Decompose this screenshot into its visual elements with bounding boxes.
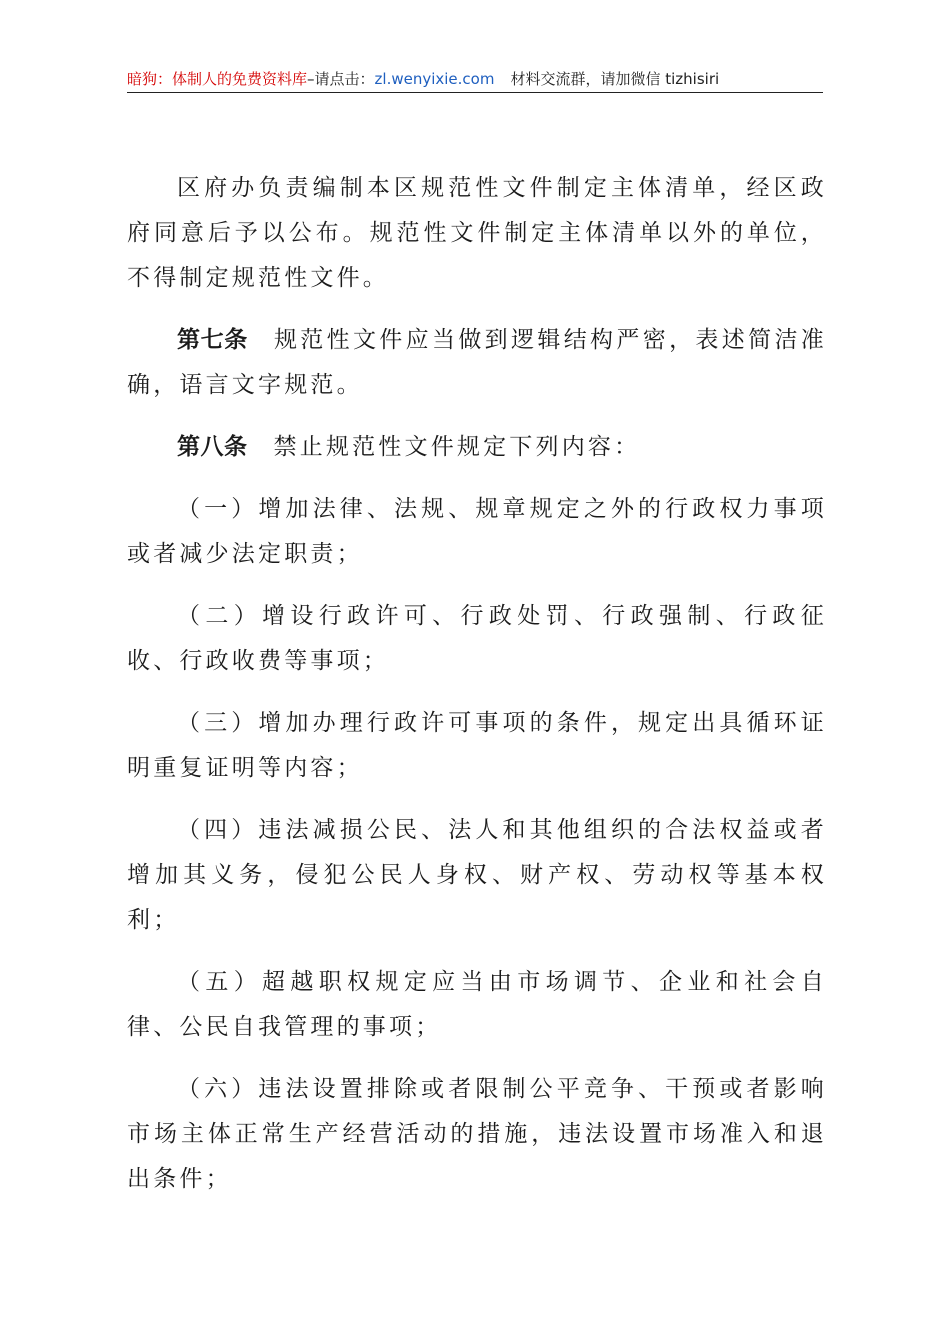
- page-header: [127, 68, 823, 93]
- article-number: 第七条: [177, 327, 248, 353]
- article-paragraph: [127, 425, 827, 470]
- header-prompt: –请点击：: [307, 70, 375, 88]
- header-brand: 暗狗：体制人的免费资料库: [127, 70, 308, 88]
- paragraph-text: 禁止规范性文件规定下列内容：: [273, 434, 641, 460]
- list-item: [127, 808, 827, 943]
- paragraph-text: 规范性文件应当做到逻辑结构严密，表述简洁准确，语言文字规范。: [127, 327, 828, 398]
- article-paragraph: [127, 318, 827, 408]
- list-item: [127, 1067, 827, 1202]
- article-number: 第八条: [177, 434, 248, 460]
- paragraph-text: 区府办负责编制本区规范性文件制定主体清单，经区政府同意后予以公布。规范性文件制定主体清单以外的单位，不得制定规范性文件。: [127, 175, 827, 291]
- paragraph-text: （六）违法设置排除或者限制公平竞争、干预或者影响市场主体正常生产经营活动的措施，违法设置市场准入和退出条件；: [127, 1076, 827, 1192]
- paragraph-text: （五）超越职权规定应当由市场调节、企业和社会自律、公民自我管理的事项；: [127, 969, 827, 1040]
- list-item: [127, 960, 827, 1050]
- list-item: [127, 701, 827, 791]
- list-item: [127, 487, 827, 577]
- header-url-link[interactable]: zl.wenyixie.com: [374, 70, 495, 88]
- paragraph-text: （一）增加法律、法规、规章规定之外的行政权力事项或者减少法定职责；: [127, 496, 827, 567]
- paragraph: [127, 166, 827, 301]
- paragraph-text: （三）增加办理行政许可事项的条件，规定出具循环证明重复证明等内容；: [127, 710, 827, 781]
- document-body: [127, 166, 827, 1219]
- paragraph-text: （四）违法减损公民、法人和其他组织的合法权益或者增加其义务，侵犯公民人身权、财产权、劳动权等基本权利；: [127, 817, 827, 933]
- list-item: [127, 594, 827, 684]
- paragraph-text: （二）增设行政许可、行政处罚、行政强制、行政征收、行政收费等事项；: [127, 603, 827, 674]
- header-group-note: 材料交流群，请加微信 tizhisiri: [510, 70, 720, 88]
